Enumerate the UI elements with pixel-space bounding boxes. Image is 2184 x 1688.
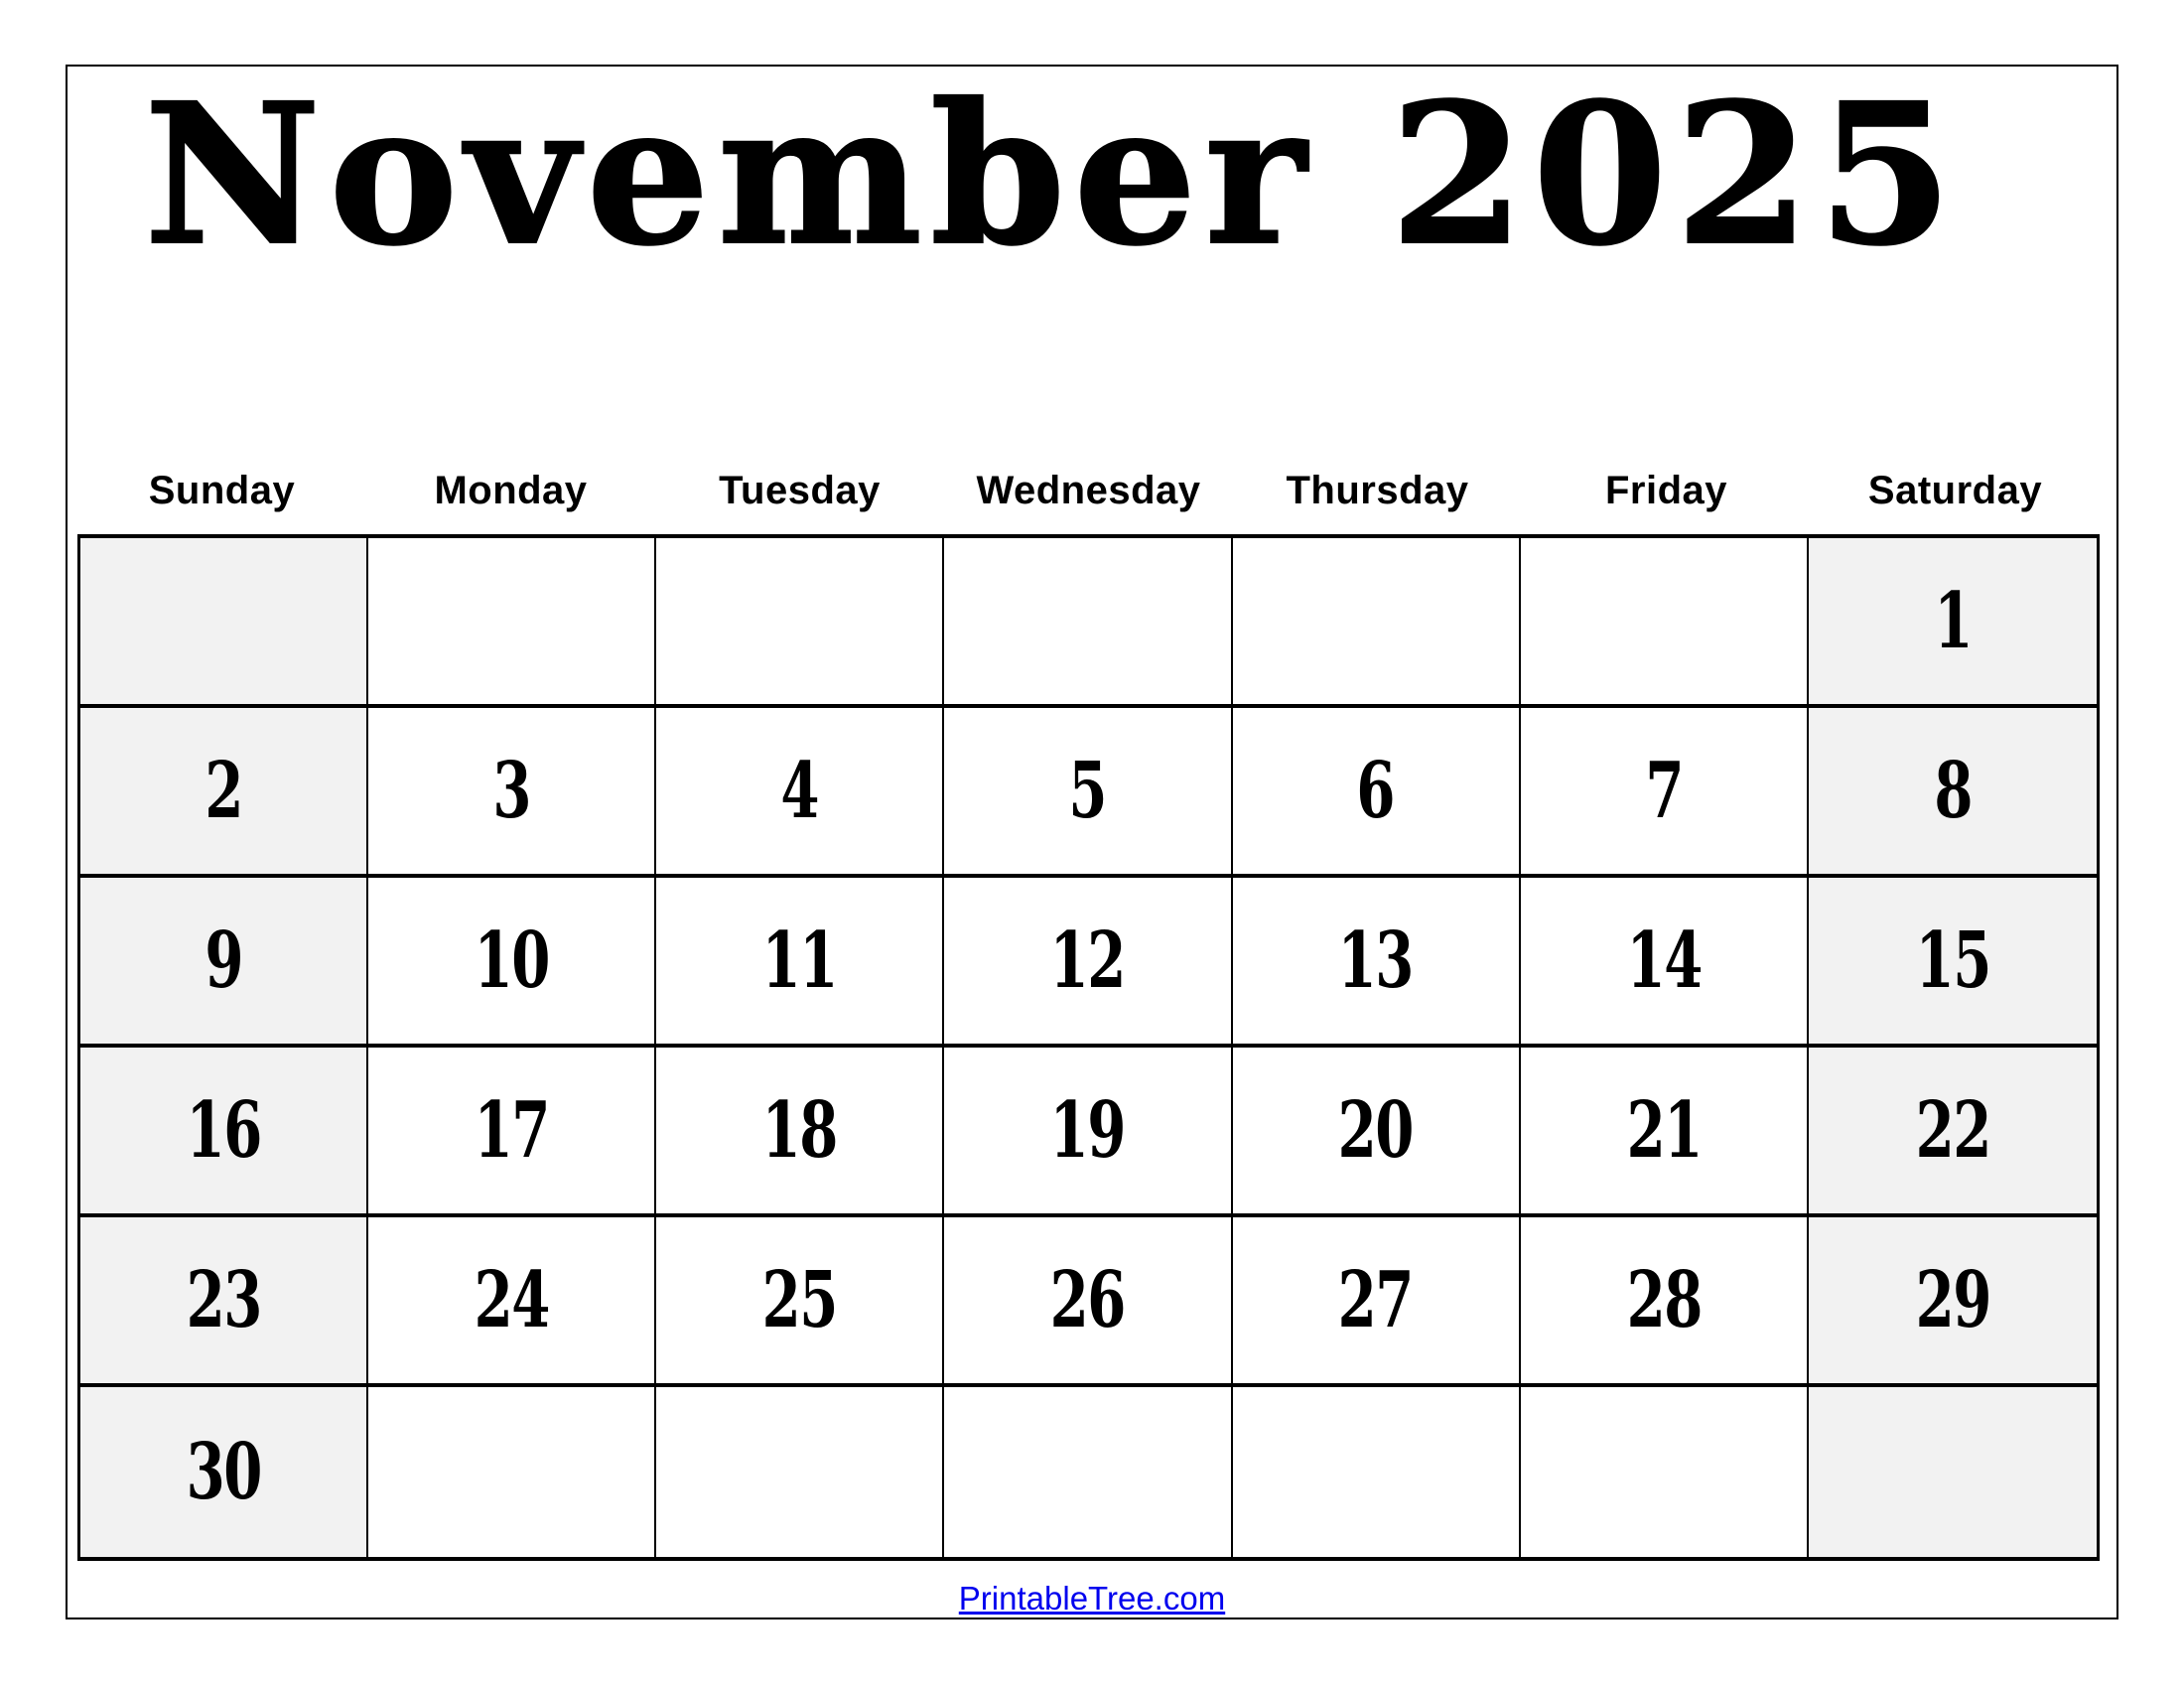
day-cell	[368, 1387, 656, 1557]
day-cell	[944, 538, 1232, 708]
day-number: 19	[1049, 1085, 1126, 1176]
day-number: 15	[1915, 915, 1990, 1006]
day-number: 5	[1068, 746, 1107, 836]
day-cell	[368, 538, 656, 708]
day-cell	[80, 1048, 368, 1217]
day-number: 10	[474, 915, 549, 1006]
day-cell	[80, 538, 368, 708]
day-header-sunday: Sunday	[148, 468, 296, 512]
day-number: 16	[186, 1085, 261, 1176]
day-number: 14	[1626, 915, 1702, 1006]
footer-link[interactable]: PrintableTree.com	[958, 1580, 1226, 1617]
day-cell	[1233, 1048, 1521, 1217]
day-cell	[1809, 878, 2097, 1048]
day-number: 23	[186, 1255, 261, 1345]
day-cell	[944, 1387, 1232, 1557]
page-title: November 2025	[144, 61, 1961, 288]
day-number: 18	[761, 1085, 837, 1176]
day-number: 29	[1915, 1255, 1990, 1345]
day-number: 1	[1934, 576, 1972, 666]
day-number: 27	[1337, 1255, 1414, 1345]
day-cell	[1809, 1217, 2097, 1387]
day-cell	[1521, 878, 1809, 1048]
day-cell	[944, 878, 1232, 1048]
day-number: 26	[1049, 1255, 1126, 1345]
day-number: 9	[205, 915, 242, 1006]
day-header-friday: Friday	[1604, 468, 1728, 512]
day-number: 4	[780, 746, 819, 836]
day-cell	[1233, 1387, 1521, 1557]
day-cell	[368, 708, 656, 878]
day-cell	[368, 878, 656, 1048]
day-cell	[1809, 708, 2097, 878]
day-cell	[80, 708, 368, 878]
day-cell	[944, 1048, 1232, 1217]
day-cell	[80, 1387, 368, 1557]
day-number: 12	[1049, 915, 1126, 1006]
day-cell	[656, 878, 944, 1048]
day-number: 22	[1915, 1085, 1990, 1176]
day-cell	[1521, 1217, 1809, 1387]
day-number: 2	[205, 746, 242, 836]
day-header-tuesday: Tuesday	[719, 468, 881, 512]
day-header-monday: Monday	[434, 468, 588, 512]
day-cell	[1809, 1387, 2097, 1557]
day-number: 20	[1337, 1085, 1414, 1176]
day-number: 11	[761, 915, 837, 1006]
day-number: 28	[1626, 1255, 1702, 1345]
day-cell	[944, 1217, 1232, 1387]
day-number: 17	[474, 1085, 549, 1176]
day-number: 13	[1337, 915, 1414, 1006]
day-cell	[368, 1217, 656, 1387]
day-number: 24	[474, 1255, 549, 1345]
day-cell	[1521, 708, 1809, 878]
day-cell	[80, 1217, 368, 1387]
footer	[0, 1580, 2184, 1618]
day-number: 21	[1626, 1085, 1702, 1176]
day-cell	[656, 708, 944, 878]
day-header-row	[77, 457, 2100, 524]
day-cell	[1809, 538, 2097, 708]
day-number: 8	[1934, 746, 1972, 836]
day-cell	[1233, 878, 1521, 1048]
day-cell	[1521, 1048, 1809, 1217]
day-header-wednesday: Wednesday	[976, 468, 1201, 512]
day-cell	[656, 538, 944, 708]
day-header-thursday: Thursday	[1286, 468, 1469, 512]
day-cell	[656, 1048, 944, 1217]
calendar-grid	[77, 534, 2100, 1561]
day-cell	[1521, 538, 1809, 708]
day-cell	[1233, 708, 1521, 878]
day-number: 3	[492, 746, 531, 836]
day-cell	[1233, 538, 1521, 708]
day-number: 6	[1356, 746, 1395, 836]
day-cell	[368, 1048, 656, 1217]
day-cell	[1809, 1048, 2097, 1217]
day-cell	[1233, 1217, 1521, 1387]
day-cell	[1521, 1387, 1809, 1557]
day-cell	[80, 878, 368, 1048]
day-number: 25	[761, 1255, 837, 1345]
day-cell	[656, 1217, 944, 1387]
day-number: 7	[1644, 746, 1683, 836]
day-cell	[656, 1387, 944, 1557]
day-header-saturday: Saturday	[1867, 468, 2043, 512]
day-number: 30	[186, 1427, 261, 1517]
day-cell	[944, 708, 1232, 878]
